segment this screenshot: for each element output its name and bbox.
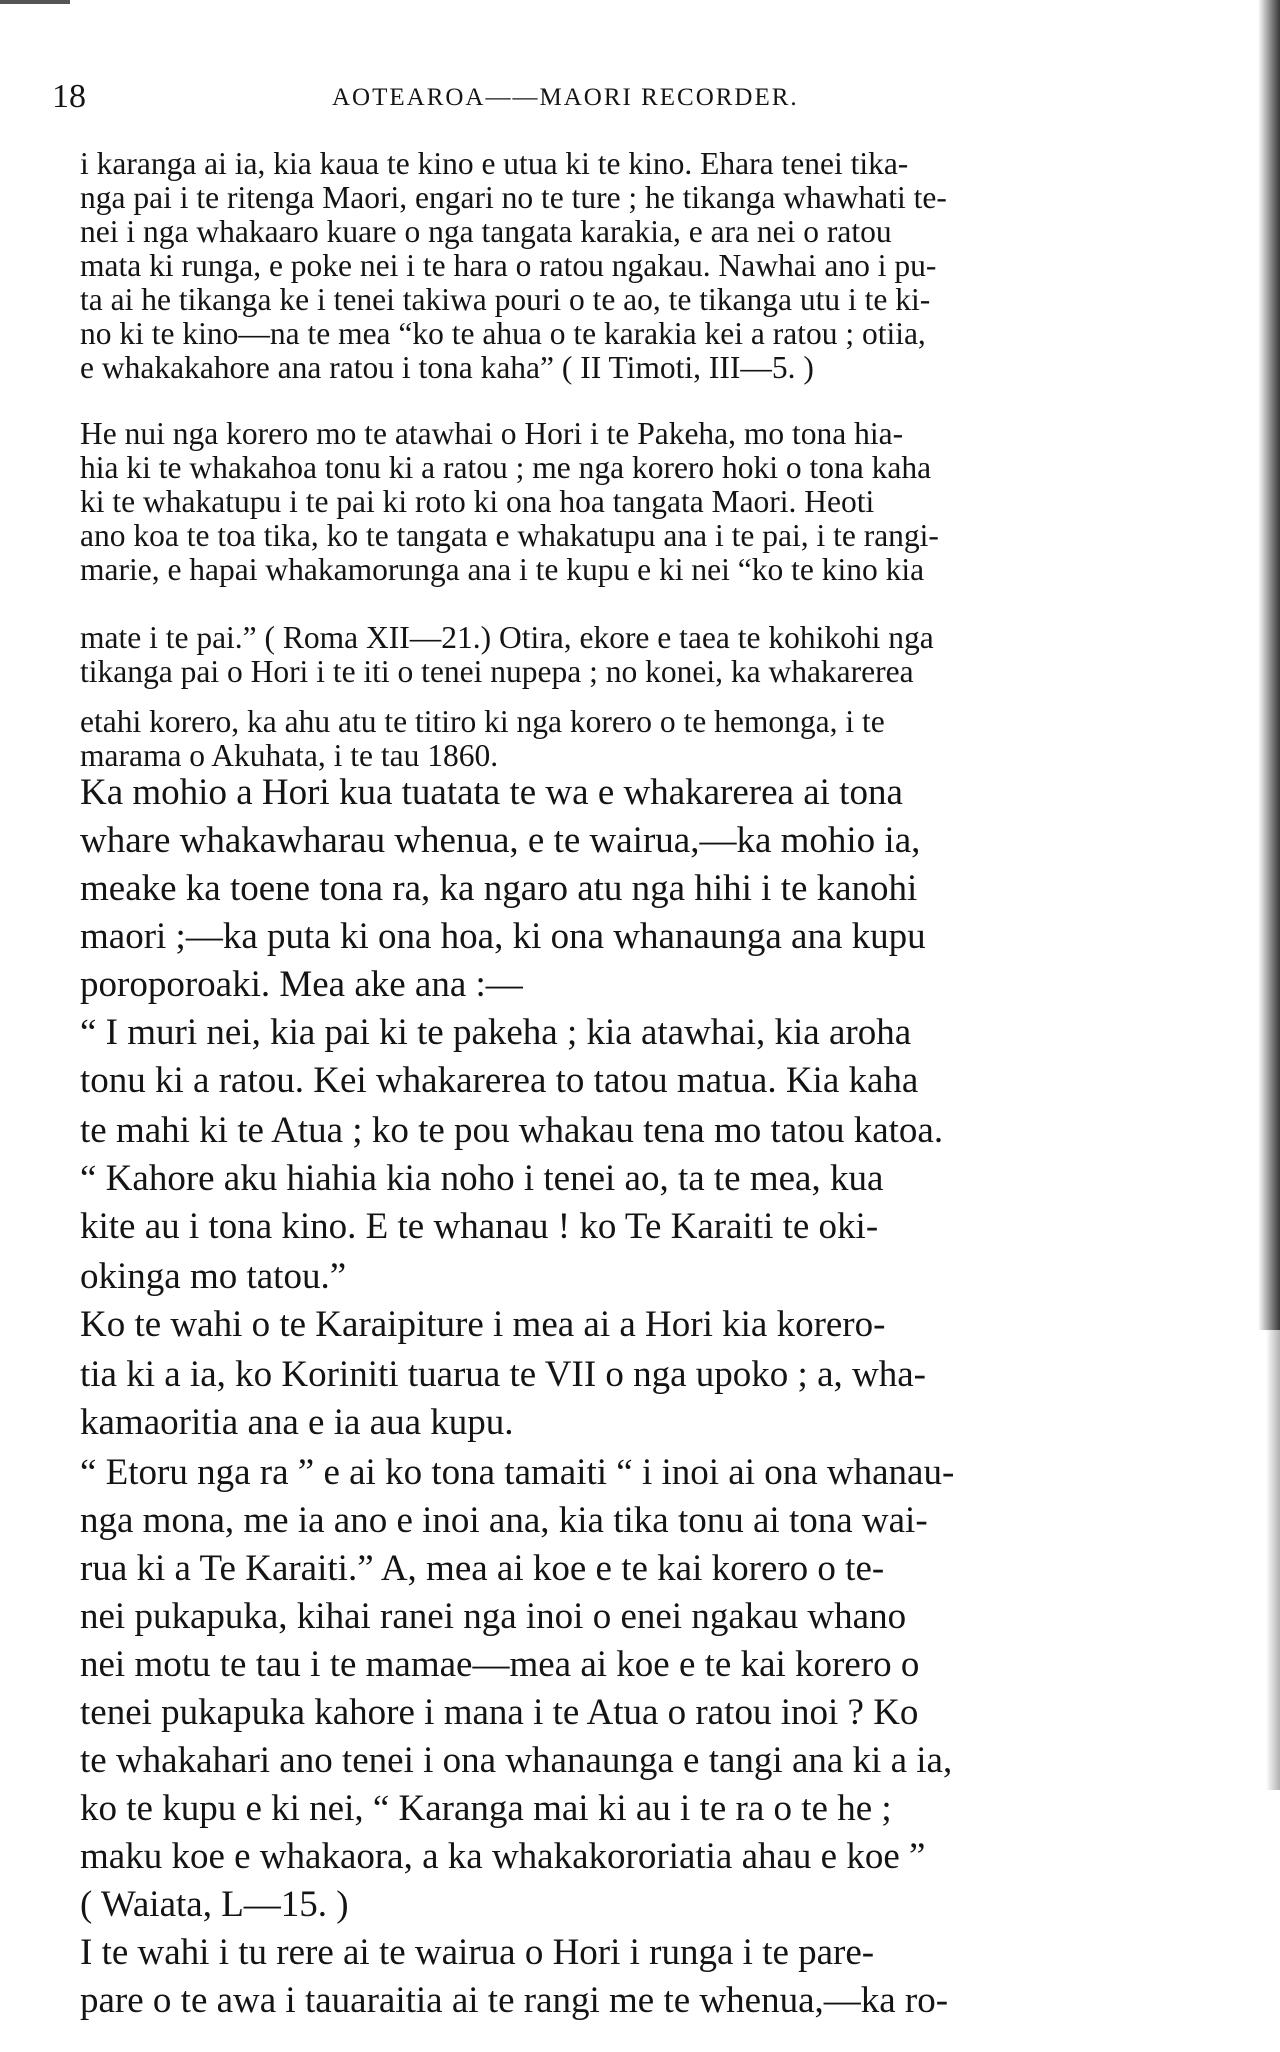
text-line: ano koa te toa tika, ko te tangata e whakatupu ana i te pai, i te rangi- [80,518,939,553]
text-line: maori ;—ka puta ki ona hoa, ki ona whanaunga ana kupu [80,916,926,957]
text-line: tenei pukapuka kahore i mana i te Atua o ratou inoi ? Ko [80,1692,919,1733]
binding-shadow [1258,0,1280,1330]
text-line: etahi korero, ka ahu atu te titiro ki nga korero o te hemonga, i te [80,704,885,739]
text-line: “ I muri nei, kia pai ki te pakeha ; kia atawhai, kia aroha [80,1012,912,1053]
text-line: te mahi ki te Atua ; ko te pou whakau tena mo tatou katoa. [80,1110,944,1151]
text-line: whare whakawharau whenua, e te wairua,—ka mohio ia, [80,820,921,861]
binding-shadow-lower [1266,1330,1280,1790]
text-line: I te wahi i tu rere ai te wairua o Hori i runga i te pare- [80,1932,875,1973]
text-line: “ Etoru nga ra ” e ai ko tona tamaiti “ i inoi ai ona whanau- [80,1452,955,1493]
running-head: AOTEAROA——MAORI RECORDER. [332,84,799,111]
text-line: kite au i tona kino. E te whanau ! ko Te Karaiti te oki- [80,1206,879,1247]
text-line: mata ki runga, e poke nei i te hara o ratou ngakau. Nawhai ano i pu- [80,248,937,283]
text-line: “ Kahore aku hiahia kia noho i tenei ao, ta te mea, kua [80,1158,884,1199]
page-number: 18 [52,78,86,115]
text-line: te whakahari ano tenei i ona whanaunga e tangi ana ki a ia, [80,1740,953,1781]
text-line: tia ki a ia, ko Koriniti tuarua te VII o nga upoko ; a, wha- [80,1354,926,1395]
text-line: Ko te wahi o te Karaipiture i mea ai a Hori kia korero- [80,1304,886,1345]
text-line: hia ki te whakahoa tonu ki a ratou ; me nga korero hoki o tona kaha [80,450,932,485]
text-line: nei pukapuka, kihai ranei nga inoi o enei ngakau whano [80,1596,907,1637]
page-corner-mark [0,0,70,4]
text-line: okinga mo tatou.” [80,1256,347,1297]
text-line: maku koe e whakaora, a ka whakakororiatia ahau e koe ” [80,1836,926,1877]
text-line: rua ki a Te Karaiti.” A, mea ai koe e te kai korero o te- [80,1548,885,1589]
text-line: mate i te pai.” ( Roma XII—21.) Otira, ekore e taea te kohikohi nga [80,620,934,655]
text-line: marie, e hapai whakamorunga ana i te kupu e ki nei “ko te kino kia [80,552,925,587]
text-line: He nui nga korero mo te atawhai o Hori i te Pakeha, mo tona hia- [80,416,904,451]
text-line: e whakakahore ana ratou i tona kaha” ( II Timoti, III—5. ) [80,350,814,385]
text-line: tikanga pai o Hori i te iti o tenei nupepa ; no konei, ka whakarerea [80,654,914,689]
text-line: meake ka toene tona ra, ka ngaro atu nga hihi i te kanohi [80,868,918,909]
text-line: nei i nga whakaaro kuare o nga tangata karakia, e ara nei o ratou [80,214,892,249]
text-line: tonu ki a ratou. Kei whakarerea to tatou matua. Kia kaha [80,1060,919,1101]
text-line: ta ai he tikanga ke i tenei takiwa pouri o te ao, te tikanga utu i te ki- [80,282,931,317]
text-line: pare o te awa i tauaraitia ai te rangi me te whenua,—ka ro- [80,1980,949,2021]
text-line: ( Waiata, L—15. ) [80,1884,349,1925]
text-line: no ki te kino—na te mea “ko te ahua o te karakia kei a ratou ; otiia, [80,316,926,351]
text-line: poroporoaki. Mea ake ana :— [80,964,523,1005]
text-line: nei motu te tau i te mamae—mea ai koe e te kai korero o [80,1644,920,1685]
text-line: Ka mohio a Hori kua tuatata te wa e whakarerea ai tona [80,772,903,813]
text-line: kamaoritia ana e ia aua kupu. [80,1402,514,1443]
text-line: marama o Akuhata, i te tau 1860. [80,738,499,773]
text-line: ki te whakatupu i te pai ki roto ki ona hoa tangata Maori. Heoti [80,484,875,519]
text-line: i karanga ai ia, kia kaua te kino e utua ki te kino. Ehara tenei tika- [80,146,909,181]
text-line: ko te kupu e ki nei, “ Karanga mai ki au i te ra o te he ; [80,1788,892,1829]
text-line: nga pai i te ritenga Maori, engari no te ture ; he tikanga whawhati te- [80,180,947,215]
text-line: nga mona, me ia ano e inoi ana, kia tika tonu ai tona wai- [80,1500,928,1541]
